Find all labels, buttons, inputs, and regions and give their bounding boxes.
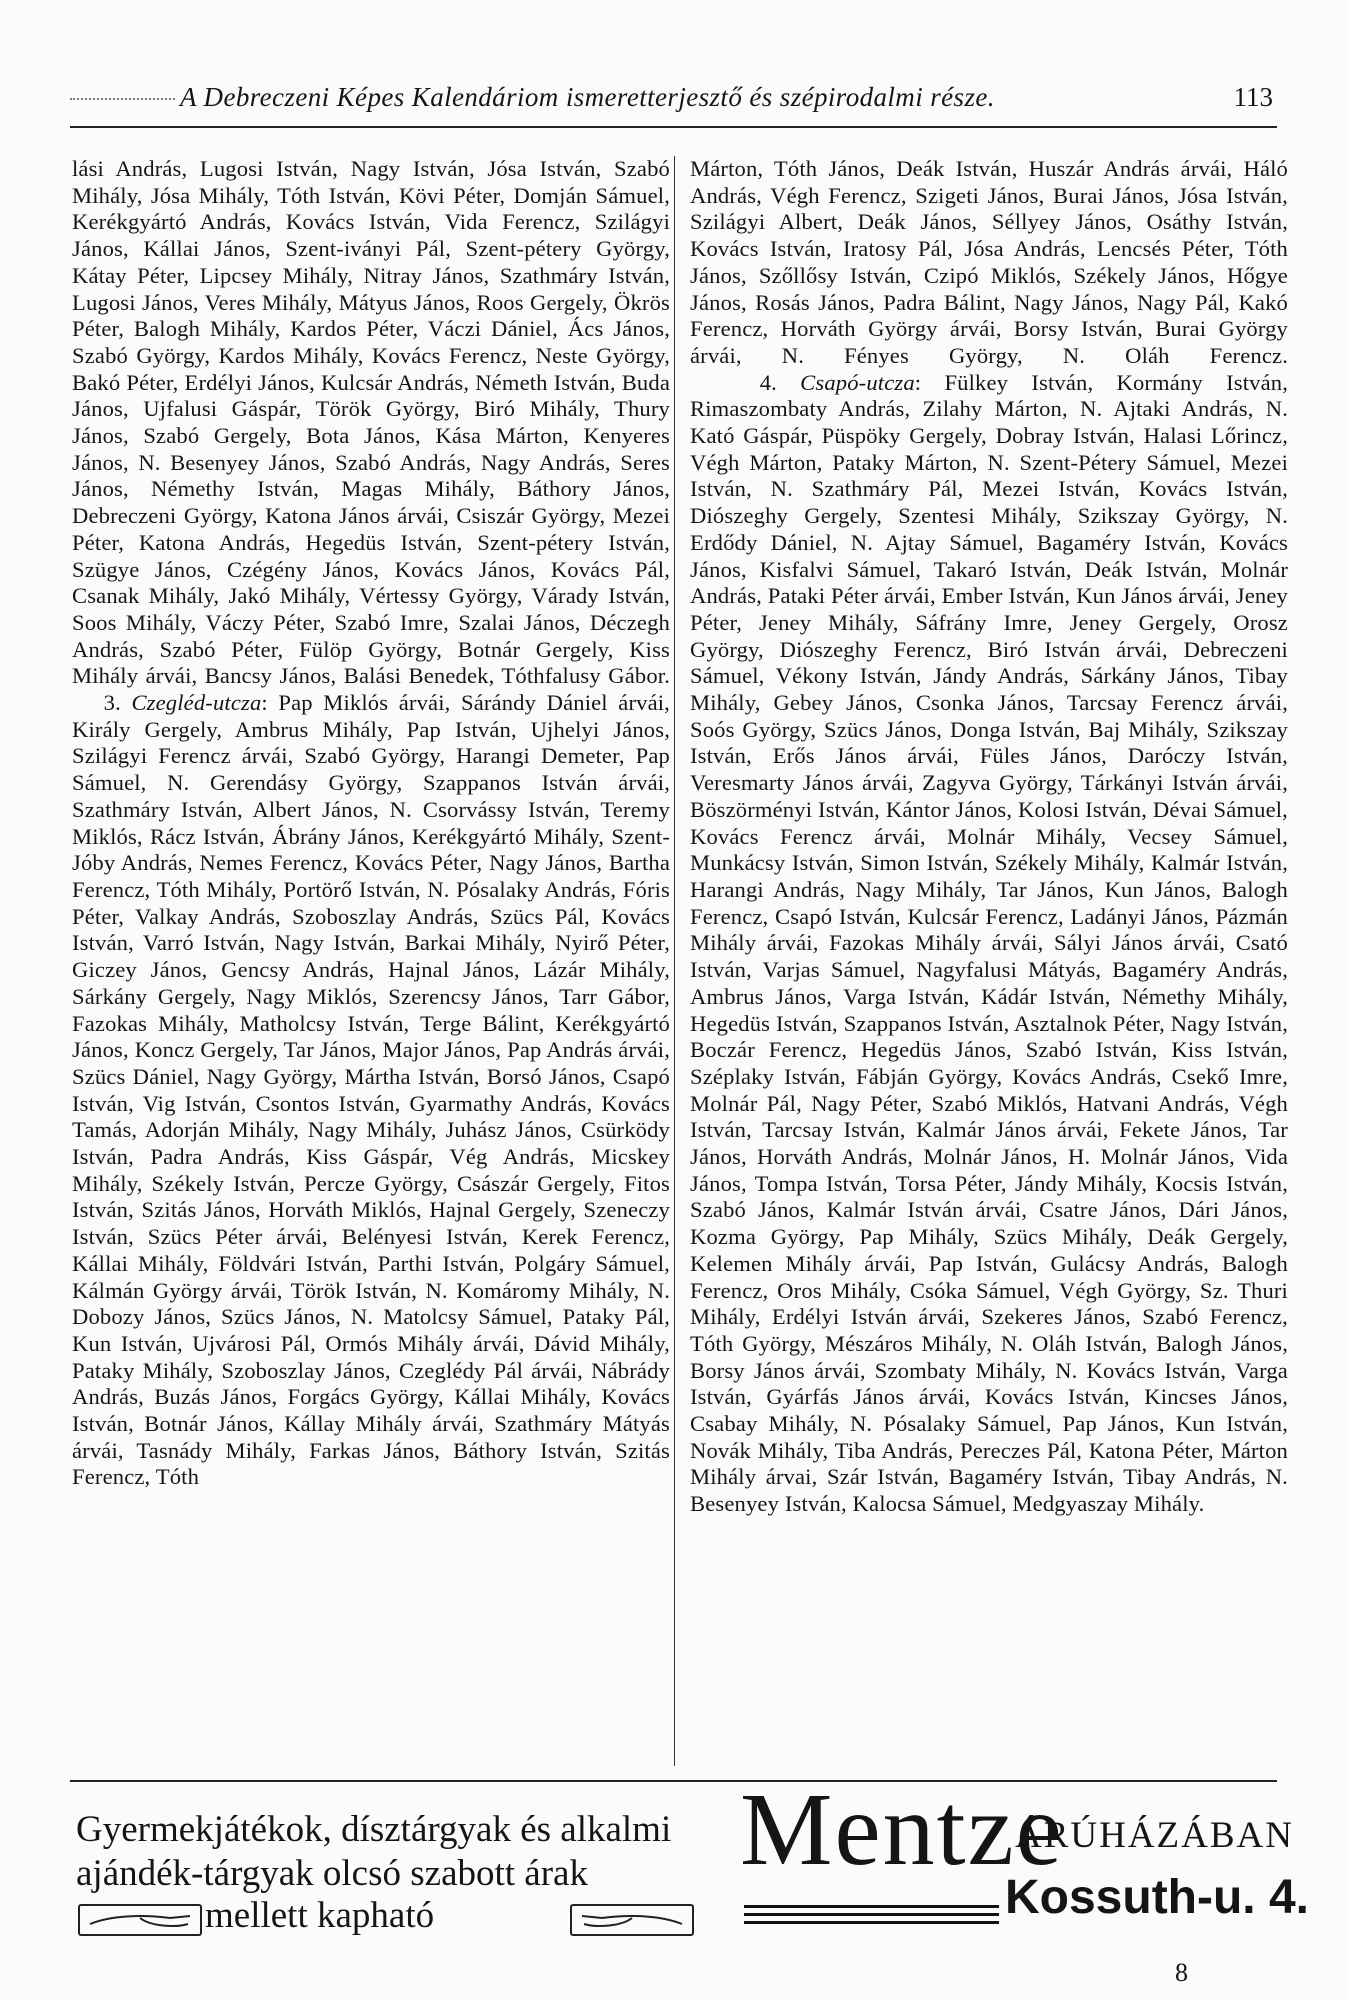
- brand-underline: [744, 1905, 999, 1908]
- brand-underline: [744, 1921, 999, 1924]
- brand-name: Mentze: [740, 1772, 1064, 1887]
- header-rule: [70, 126, 1277, 128]
- section-title-czegled-utcza: Czegléd-utcza: [131, 690, 262, 716]
- advertisement-rule: [70, 1780, 1277, 1782]
- column-divider: [674, 156, 675, 1766]
- section-text: : Fülkey István, Kormány István, Rimaszombaty András, Zilahy Márton, N. Ajtaki András, N. Kató Gáspár, Püspöky Gergely, Dobray István, Halasi Lőrincz, Végh Márton, Pataky Márton, N. Szent-Pétery Sámuel, Mezei István, N. Szathmáry Pál, Mezei István, Kovács István, Diószeghy Gergely, Szentesi Mihály, Szikszay György, N. Erdődy Dániel, N. Ajtay Sámuel, Bagaméry István, Kovács János, Kisfalvi Sámuel, Takaró István, Deák István, Molnár András, Pataki Péter árvái, Ember István, Kun János árvái, Jeney Péter, Jeney Mihály, Sáfrány Imre, Jeney Gergely, Orosz György, Diószeghy Ferencz, Biró István árvái, Debreczeni Sámuel, Vékony István, Jándy András, Sárkány János, Tibay Mihály, Gebey János, Csonka János, Tarcsay Ferencz árvái, Soós György, Szücs János, Donga István, Baj Mihály, Szikszay István, Erős János árvái, Füles János, Daróczy István, Veresmarty János árvái, Zagyva György, Tárkányi István árvái, Böszörményi István, Kántor János, Kolosi István, Dévai Sámuel, Kovács Ferencz árvái, Molnár Mihály, Vecsey Sámuel, Munkácsy István, Simon István, Székely Mihály, Kalmár István, Harangi András, Nagy Mihály, Tar János, Kun János, Balogh Ferencz, Csapó István, Kulcsár Ferencz, Ladányi János, Pázmán Mihály árvái, Fazokas Mihály árvái, Sályi János árvái, Csató István, Varjas Sámuel, Nagyfalusi Mátyás, Bagaméry András, Ambrus János, Varga István, Kádár István, Némethy Mihály, Hegedüs István, Szappanos István, Asztalnok Péter, Nagy István, Boczár Ferencz, Hegedüs János, Szabó István, Kiss István, Széplaky István, Fábján György, Kovács András, Csekő Imre, Molnár Pál, Nagy Péter, Szabó Miklós, Hatvani András, Végh István, Tarcsay István, Kalmár János árvái, Fekete János, Tar János, Horváth András, Molnár János, H. Molnár János, Vida János, Tompa István, Torsa Péter, Jándy Mihály, Kocsis István, Szabó János, Kalmár István árvái, Csatre János, Dári János, Kozma György, Pap Mihály, Szücs Mihály, Deák Gergely, Kelemen Mihály árvái, Pap István, Gulácsy András, Balogh Ferencz, Oros Mihály, Csóka Sámuel, Végh György, Sz. Thuri Mihály, Erdélyi István árvái, Szekeres János, Szabó Ferencz, Tóth György, Mészáros Mihály, N. Oláh István, Balogh János, Borsy János árvái, Szombaty Mihály, N. Kovács István, Varga István, Gyárfás János árvái, Kovács István, Kincses János, Csabay Mihály, N. Pósalaky Sámuel, Pap János, Kun István, Novák Mihály, Tiba András, Pereczes Pál, Katona Péter, Márton Mihály árvai, Szár István, Bagaméry István, Tibay András, N. Besenyey István, Kalocsa Sámuel, Medgyaszay Mihály.: [690, 369, 1288, 1517]
- section-number: 4.: [759, 369, 777, 395]
- brand-underline: [744, 1913, 999, 1916]
- store-address: Kossuth-u. 4.: [1005, 1871, 1310, 1924]
- page-number: 113: [1233, 82, 1273, 112]
- paragraph: lási András, Lugosi István, Nagy István, Jósa István, Szabó Mihály, Jósa Mihály, Tóth István, Kövi Péter, Domján Sámuel, Kerékgyártó András, Kovács István, Vida Ferencz, Szilágyi János, Kállai János, Szent-iványi Pál, Szent-pétery György, Kátay Péter, Lipcsey Mihály, Nitray János, Szathmáry István, Lugosi János, Veres Mihály, Mátyus János, Roos Gergely, Ökrös Péter, Balogh Mihály, Kardos Péter, Váczi Dániel, Ács János, Szabó György, Kardos Mihály, Kovács Ferencz, Neste György, Bakó Péter, Erdélyi János, Kulcsár András, Németh István, Buda János, Ujfalusi Gáspár, Török György, Biró Mihály, Thury János, Szabó Gergely, Bota János, Kása Márton, Kenyeres János, N. Besenyey János, Szabó András, Nagy András, Seres János, Némethy István, Magas Mihály, Báthory János, Debreczeni György, Katona János árvái, Csiszár György, Mezei Péter, Katona András, Hegedüs István, Szent-pétery István, Szügye János, Czégény János, Kovács János, Kovács Pál, Csanak Mihály, Jakó Mihály, Vértessy György, Várady István, Soos Mihály, Váczy Péter, Szabó Imre, Szalai János, Déczegh András, Szabó Péter, Fülöp György, Botnár Gergely, Kiss Mihály árvái, Bancsy János, Balási Benedek, Tóthfalusy Gábor.: [72, 156, 670, 689]
- store-word: ÁRÚHÁZÁBAN: [1015, 1815, 1294, 1856]
- section-4-paragraph: [690, 370, 1288, 1518]
- left-column: [72, 156, 670, 1758]
- section-text: : Pap Miklós árvái, Sárándy Dániel árvái, Király Gergely, Ambrus Mihály, Pap István, Ujhelyi János, Szilágyi Ferencz árvái, Szabó György, Harangi Demeter, Pap Sámuel, N. Gerendásy György, Szappanos István árvái, Szathmáry István, Albert János, N. Csorvássy István, Teremy Miklós, Rácz István, Ábrány János, Kerékgyártó Mihály, Szent-Jóby András, Nemes Ferencz, Kovács Péter, Nagy János, Bartha Ferencz, Tóth Mihály, Portörő István, N. Pósalaky András, Fóris Péter, Valkay András, Szoboszlay András, Szücs Pál, Kovács István, Varró István, Nagy István, Barkai Mihály, Nyirő Péter, Giczey János, Gencsy András, Hajnal János, Lázár Mihály, Sárkány Gergely, Nagy Miklós, Szerencsy János, Tarr Gábor, Fazokas Mihály, Matholcsy István, Terge Bálint, Kerékgyártó János, Koncz Gergely, Tar János, Major János, Pap András árvái, Szücs Dániel, Nagy György, Mártha István, Borsó János, Csapó István, Vig István, Csontos István, Gyarmathy András, Kovács Tamás, Adorján Mihály, Nagy Mihály, Juhász János, Csürködy István, Padra András, Kiss Gáspár, Vég András, Micskey Mihály, Székely István, Percze György, Császár Gergely, Fitos István, Szitás János, Horváth Miklós, Hajnal Gergely, Szeneczy István, Szücs Péter árvái, Belényesi István, Kerek Ferencz, Kállai Mihály, Földvári István, Parthi István, Polgáry Sámuel, Kálmán György árvái, Török István, N. Komáromy Mihály, N. Dobozy János, Szücs János, N. Matolcsy Sámuel, Pataky Pál, Kun István, Ujvárosi Pál, Ormós Mihály árvái, Dávid Mihály, Pataky Mihály, Szoboszlay János, Czeglédy Pál árvái, Nábrády András, Buzás János, Forgács György, Kállai Mihály, Kovács István, Botnár János, Kállay Mihály árvái, Szathmáry Mátyás árvái, Tasnády Mihály, Farkas János, Báthory István, Szitás Ferencz, Tóth: [72, 690, 670, 1490]
- section-title-csapo-utcza: Csapó-utcza: [800, 369, 915, 395]
- section-number: 3.: [103, 690, 121, 716]
- right-column: [690, 156, 1288, 1758]
- ad-text-line-3: mellett kapható: [205, 1895, 435, 1936]
- header-leader-dots: [70, 98, 175, 100]
- signature-number: 8: [1175, 1958, 1188, 1987]
- paragraph: Márton, Tóth János, Deák István, Huszár András árvái, Háló András, Végh Ferencz, Szigeti János, Burai János, Jósa István, Szilágyi Albert, Deák János, Séllyey János, Osáthy István, Kovács István, Iratosy Pál, Jósa András, Lencsés Péter, Tóth János, Szőllősy István, Czipó Miklós, Székely János, Hőgye János, Rosás János, Padra Bálint, Nagy János, Nagy Pál, Kakó Ferencz, Horváth György árvái, Borsy István, Burai György árvái, N. Fényes György, N. Oláh Ferencz.: [690, 156, 1288, 368]
- section-3-paragraph: [72, 690, 670, 1491]
- pointing-hand-icon: [78, 1904, 202, 1936]
- ad-text-line-1: Gyermekjátékok, dísztárgyak és alkalmi: [76, 1809, 672, 1850]
- header-title: A Debreczeni Képes Kalendáriom ismeretterjesztő és szépirodalmi része.: [180, 82, 995, 112]
- running-header: [70, 78, 1277, 118]
- ad-text-line-2: ajándék-tárgyak olcsó szabott árak: [76, 1853, 588, 1894]
- pointing-hand-icon: [570, 1904, 694, 1936]
